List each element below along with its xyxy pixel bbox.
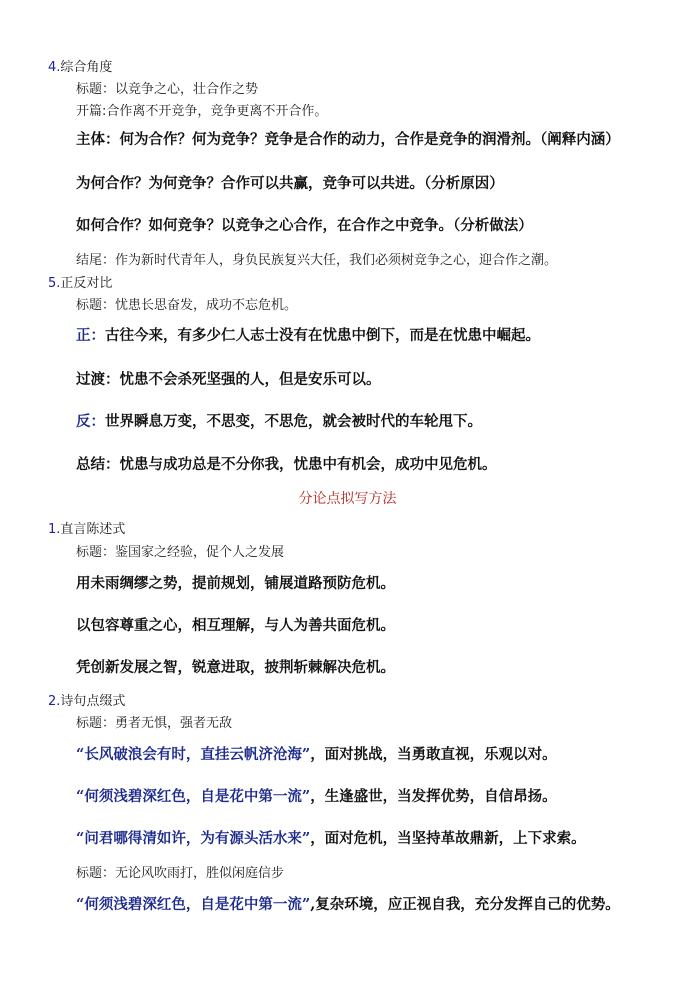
- s5-transition: 过渡：忧患不会杀死坚强的人，但是安乐可以。: [76, 371, 381, 388]
- poem-rest: ,复杂环境，应正视自我，充分发挥自己的优势。: [310, 896, 620, 913]
- m1-line-1: 用未雨绸缪之势，提前规划，铺展道路预防危机。: [76, 575, 395, 592]
- s5-summary: 总结：忧患与成功总是不分你我，忧患中有机会，成功中见危机。: [76, 456, 497, 473]
- method-heading-2: [48, 690, 125, 709]
- m2-poem-line-4: [76, 893, 620, 914]
- poem-quote: “何须浅碧深红色，自是花中第一流”: [76, 788, 311, 805]
- s4-body-2: 为何合作？为何竞争？合作可以共赢，竞争可以共进。（分析原因）: [76, 175, 504, 192]
- m2-poem-line-2: [76, 785, 557, 806]
- poem-rest: ，面对危机，当坚持革故鼎新，上下求索。: [310, 830, 586, 847]
- poem-rest: ，生逢盛世，当发挥优势，自信昂扬。: [310, 788, 557, 805]
- section-title: 分论点拟写方法: [298, 491, 397, 507]
- section-number: 4.: [48, 60, 61, 75]
- poem-rest: ，面对挑战，当勇敢直视，乐观以对。: [310, 746, 557, 763]
- method-number: 2.: [48, 694, 61, 709]
- negative-text: 世界瞬息万变，不思变，不思危，就会被时代的车轮甩下。: [105, 413, 482, 430]
- method-heading-text: 直言陈述式: [60, 522, 126, 537]
- s4-ending: 结尾：作为新时代青年人，身负民族复兴大任，我们必须树竞争之心，迎合作之潮。: [76, 253, 558, 268]
- positive-text: 古往今来，有多少仁人志士没有在忧患中倒下，而是在忧患中崛起。: [105, 327, 540, 344]
- poem-quote: “问君哪得清如许，为有源头活水来”: [76, 830, 311, 847]
- s5-negative: [76, 410, 482, 431]
- poem-quote: “长风破浪会有时，直挂云帆济沧海”: [76, 746, 311, 763]
- method-heading-text: 诗句点缀式: [60, 694, 126, 709]
- section-heading-5: [48, 272, 112, 291]
- section-number: 5.: [48, 276, 61, 291]
- positive-label: 正：: [76, 327, 105, 344]
- negative-label: 反：: [76, 413, 105, 430]
- section-heading-4: [48, 56, 112, 75]
- m2-title-2: 标题：无论风吹雨打，胜似闲庭信步: [76, 866, 285, 881]
- m1-title: 标题：鉴国家之经验，促个人之发展: [76, 545, 285, 560]
- m1-line-3: 凭创新发展之智，锐意进取，披荆斩棘解决危机。: [76, 659, 395, 676]
- method-heading-1: [48, 518, 125, 537]
- s4-body-1: 主体：何为合作？何为竞争？竞争是合作的动力，合作是竞争的润滑剂。（阐释内涵）: [76, 131, 620, 148]
- section-heading-text: 正反对比: [60, 276, 113, 291]
- method-number: 1.: [48, 522, 61, 537]
- s4-opening: 开篇:合作离不开竞争，竞争更离不开合作。: [76, 104, 328, 119]
- section-heading-text: 综合角度: [60, 60, 113, 75]
- s5-positive: [76, 324, 540, 345]
- m2-poem-line-1: [76, 743, 557, 764]
- poem-quote: “何须浅碧深红色，自是花中第一流”: [76, 896, 311, 913]
- s4-title: 标题：以竞争之心，壮合作之势: [76, 82, 259, 97]
- s4-body-3: 如何合作？如何竞争？以竞争之心合作，在合作之中竞争。（分析做法）: [76, 217, 533, 234]
- m2-poem-line-3: [76, 827, 586, 848]
- m2-title-1: 标题：勇者无惧，强者无敌: [76, 716, 233, 731]
- s5-title: 标题：忧患长思奋发，成功不忘危机。: [76, 298, 298, 313]
- m1-line-2: 以包容尊重之心，相互理解，与人为善共面危机。: [76, 617, 395, 634]
